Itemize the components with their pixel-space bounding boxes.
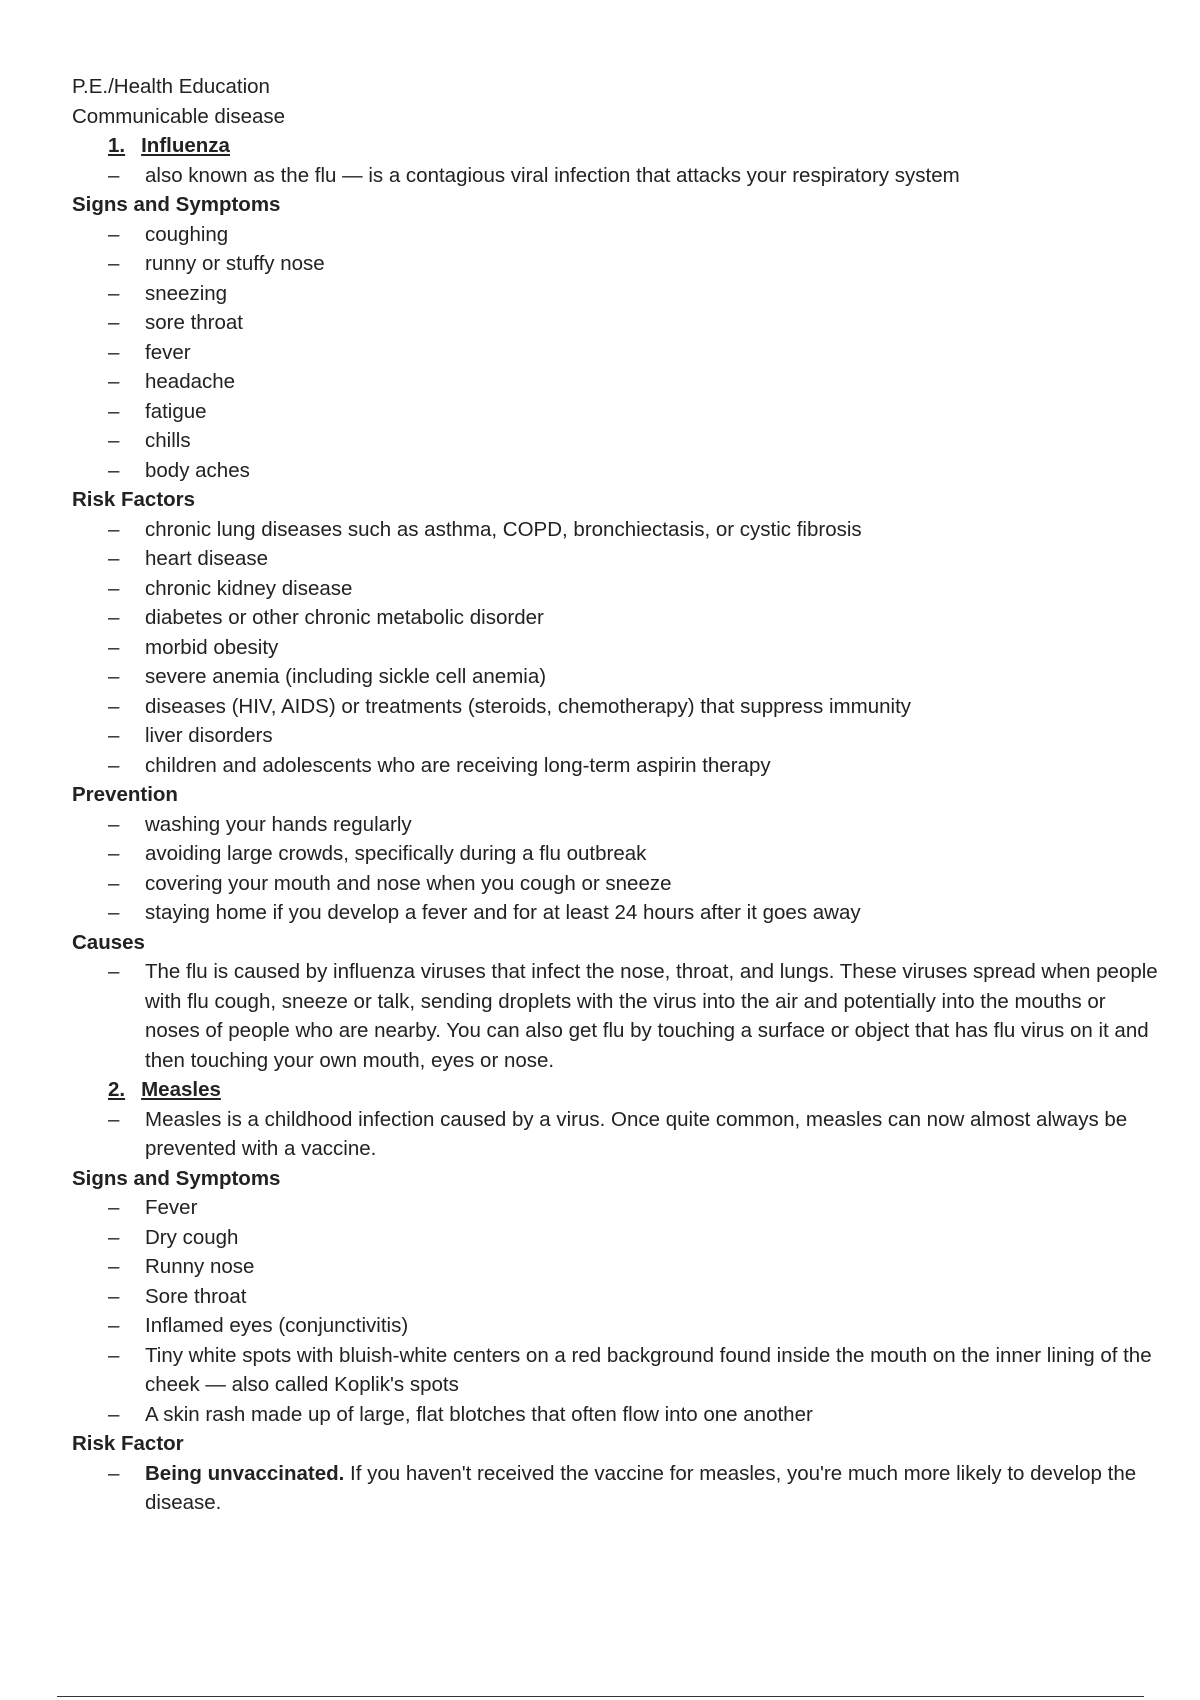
list-item: – heart disease [72,544,1162,574]
section-title: Measles [141,1078,221,1101]
list-item: – sore throat [72,308,1162,338]
list-item: – washing your hands regularly [72,810,1162,840]
influenza-risk-list [72,515,1162,781]
list-item [72,1459,1162,1518]
causes-paragraph: – The flu is caused by influenza viruses that infect the nose, throat, and lungs. These viruses spread when people with flu cough, sneeze or talk, sending droplets with the virus into the air and potentially into the mouths or noses of people who are nearby. You can also get flu by touching a surface or object that has flu virus on it and then touching your own mouth, eyes or nose. [72,957,1162,1075]
list-item: – Dry cough [72,1223,1162,1253]
measles-signs-heading: Signs and Symptoms [72,1166,281,1190]
section-number: 2. [108,1078,126,1101]
document-page [72,72,1162,1518]
list-item: – Fever [72,1193,1162,1223]
list-item: – chronic lung diseases such as asthma, COPD, bronchiectasis, or cystic fibrosis [72,515,1162,545]
list-item: – Inflamed eyes (conjunctivitis) [72,1311,1162,1341]
list-item: – Sore throat [72,1282,1162,1312]
list-item: – A skin rash made up of large, flat blotches that often flow into one another [72,1400,1162,1430]
topic-line: Communicable disease [72,104,286,128]
list-item: – covering your mouth and nose when you cough or sneeze [72,869,1162,899]
measles-signs-list [72,1193,1162,1429]
list-item: – liver disorders [72,721,1162,751]
list-item: – diseases (HIV, AIDS) or treatments (steroids, chemotherapy) that suppress immunity [72,692,1162,722]
influenza-signs-list [72,220,1162,486]
influenza-causes-heading: Causes [72,930,145,954]
influenza-risk-heading: Risk Factors [72,488,196,511]
influenza-prevention-heading: Prevention [72,783,178,806]
section-title: Influenza [141,134,230,157]
definition-item: – Measles is a childhood infection caused by a virus. Once quite common, measles can now almost always be prevented with a vaccine. [72,1105,1162,1164]
list-item: – diabetes or other chronic metabolic disorder [72,603,1162,633]
section-measles-title [108,1075,1162,1105]
section-influenza-title [108,131,1162,161]
list-item: – chills [72,426,1162,456]
influenza-definition-list [72,161,1162,191]
list-item: – coughing [72,220,1162,250]
list-item: – body aches [72,456,1162,486]
list-item: – headache [72,367,1162,397]
measles-definition-list [72,1105,1162,1164]
list-item: – Runny nose [72,1252,1162,1282]
list-item: – Tiny white spots with bluish-white centers on a red background found inside the mouth on the inner lining of the cheek — also called Koplik's spots [72,1341,1162,1400]
risk-bold-text: Being unvaccinated. [145,1461,345,1485]
influenza-signs-heading: Signs and Symptoms [72,193,281,216]
measles-risk-heading: Risk Factor [72,1432,184,1455]
list-item: – fatigue [72,397,1162,427]
list-item: – children and adolescents who are receiving long-term aspirin therapy [72,751,1162,781]
list-item: – chronic kidney disease [72,574,1162,604]
list-item: – runny or stuffy nose [72,249,1162,279]
influenza-causes-list [72,957,1162,1075]
measles-risk-list [72,1459,1162,1518]
influenza-prevention-list [72,810,1162,928]
section-number: 1. [108,134,126,157]
risk-text: If you haven't received the vaccine for measles, you're much more likely to develop the disease. [145,1461,1137,1514]
subject-line: P.E./Health Education [72,75,270,98]
list-item: – fever [72,338,1162,368]
list-item: – avoiding large crowds, specifically during a flu outbreak [72,839,1162,869]
list-item: – severe anemia (including sickle cell anemia) [72,662,1162,692]
definition-item: – also known as the flu — is a contagious viral infection that attacks your respiratory system [72,161,1162,191]
list-item: – sneezing [72,279,1162,309]
list-item: – morbid obesity [72,633,1162,663]
list-item: – staying home if you develop a fever and for at least 24 hours after it goes away [72,898,1162,928]
footer-rule [57,1696,1144,1697]
